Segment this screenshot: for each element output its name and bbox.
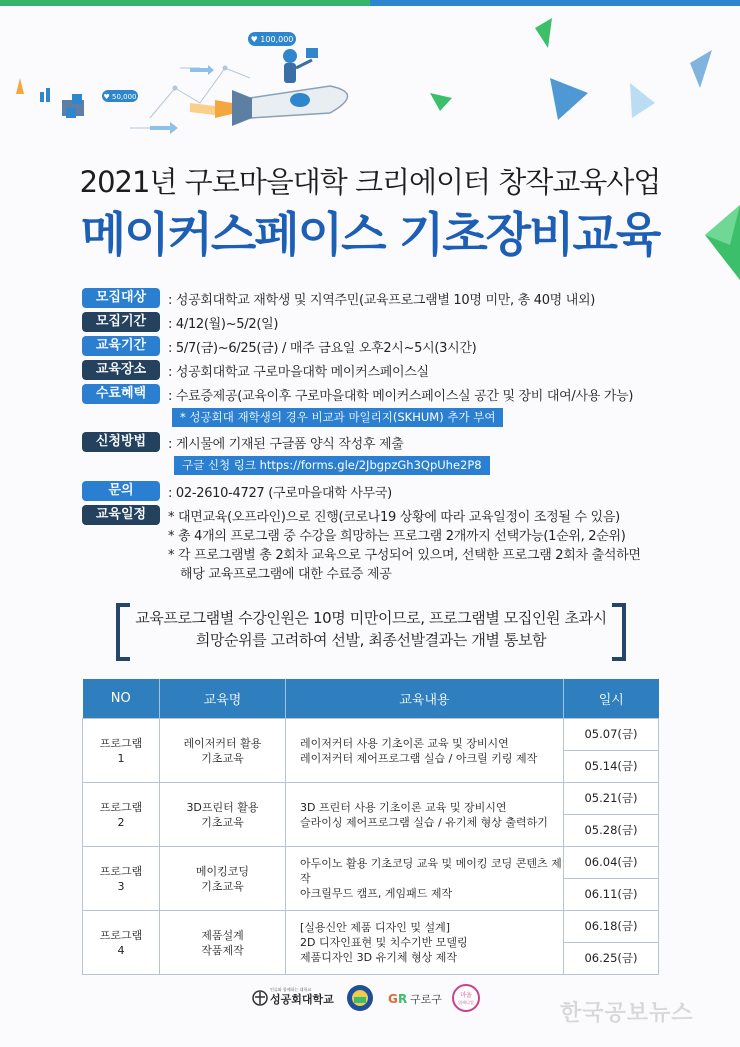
cell-date: 06.04(금): [564, 847, 659, 879]
cell-no: 프로그램 1: [83, 719, 160, 783]
benefit-note: * 성공회대 재학생의 경우 비교과 마일리지(SKHUM) 추가 부여: [172, 408, 503, 427]
cell-name: 제품설계 작품제작: [160, 911, 286, 975]
table-row: [83, 847, 659, 879]
schedule-note: * 대면교육(오프라인)으로 진행(코로나19 상황에 따라 교육일정이 조정될 수 있음): [168, 510, 620, 525]
label-contact: 문의: [82, 481, 160, 501]
cell-content: [실용신안 제품 디자인 및 설계] 2D 디자인표현 및 치수기반 모델링 제품디자인 3D 유기체 형상 제작: [286, 911, 564, 975]
label-apply: 신청방법: [82, 432, 160, 452]
blue-shard-icon: [690, 50, 712, 88]
cell-no: 프로그램 2: [83, 783, 160, 847]
emblem-logo: [347, 985, 373, 1011]
cell-content: 아두이노 활용 기초코딩 교육 및 메이킹 코딩 콘텐츠 제작 아크릴무드 캠프, 게임패드 제작: [286, 847, 564, 911]
small-green-triangle-icon: [430, 93, 452, 111]
schedule-table: [82, 679, 659, 975]
svg-text:구로구: 구로구: [410, 993, 442, 1006]
cell-name: 3D프린터 활용 기초교육: [160, 783, 286, 847]
cell-content: 3D 프린터 사용 기초이론 교육 및 장비시연 슬라이싱 제어프로그램 실습 / 유기체 형상 출력하기: [286, 783, 564, 847]
header-no: NO: [83, 679, 160, 719]
value-contact: : 02-2610-4727 (구로마을대학 사무국): [168, 486, 392, 501]
like-bubble-small: [102, 90, 138, 102]
schedule-note: * 총 4개의 프로그램 중 수강을 희망하는 프로그램 2개까지 선택가능(1순위, 2순위): [168, 529, 626, 544]
table-row: [83, 911, 659, 943]
header-name: 교육명: [160, 679, 286, 719]
bracket-right: [612, 603, 626, 661]
blue-triangle-icon: [550, 78, 588, 120]
pencil-icon: [16, 78, 24, 94]
value-period: : 4/12(월)~5/2(일): [168, 317, 279, 332]
cell-date: 06.18(금): [564, 911, 659, 943]
cell-name: 레이저커터 활용 기초교육: [160, 719, 286, 783]
cell-no: 프로그램 3: [83, 847, 160, 911]
green-crystal-icon: [535, 18, 552, 48]
like-bubble-large: [248, 32, 296, 46]
value-apply: : 게시물에 기재된 구글폼 양식 작성후 제출: [168, 437, 404, 452]
cell-date: 06.11(금): [564, 879, 659, 911]
svg-text:♥ 100,000: ♥ 100,000: [250, 35, 294, 44]
value-benefit: : 수료증제공(교육이후 구로마을대학 메이커스페이스실 공간 및 장비 대여/사용 가능): [168, 389, 634, 404]
maeul-logo: [453, 985, 479, 1011]
header-content: 교육내용: [286, 679, 564, 719]
header-date: 일시: [564, 679, 659, 719]
svg-text:마을: 마을: [460, 992, 472, 999]
svg-text:G: G: [388, 992, 398, 1006]
cell-name: 메이킹코딩 기초교육: [160, 847, 286, 911]
label-benefit: 수료혜택: [82, 384, 160, 404]
svg-text:밀레니얼: 밀레니얼: [458, 1000, 474, 1005]
notice-line2: 희망순위를 고려하여 선발, 최종선발결과는 개별 통보함: [195, 631, 547, 649]
svg-text:인류와 함께하는 대학교: 인류와 함께하는 대학교: [270, 987, 312, 992]
notice-line1: 교육프로그램별 수강인원은 10명 미만이므로, 프로그램별 모집인원 초과시: [135, 609, 607, 627]
apply-link[interactable]: 구글 신청 링크 https://forms.gle/2JbgpzGh3QpUhe2P8: [174, 456, 490, 475]
light-triangle-icon: [630, 83, 655, 118]
value-edu-period: : 5/7(금)~6/25(금) / 매주 금요일 오후2시~5시(3시간): [168, 341, 477, 356]
title-line2: 메이커스페이스 기초장비교육: [80, 208, 660, 263]
svg-text:R: R: [398, 992, 408, 1006]
sponsor-logos: [250, 980, 490, 1016]
title-line1: 2021년 구로마을대학 크리에이터 창작교육사업: [79, 165, 661, 199]
cell-date: 06.25(금): [564, 943, 659, 975]
cell-no: 프로그램 4: [83, 911, 160, 975]
bar-chart-icon: [40, 88, 84, 116]
cell-date: 05.07(금): [564, 719, 659, 751]
label-period: 모집기간: [82, 312, 160, 332]
bracket-left: [116, 603, 130, 661]
guro-logo: [388, 992, 442, 1006]
cell-date: 05.28(금): [564, 815, 659, 847]
cell-date: 05.14(금): [564, 751, 659, 783]
arrow-icons: [150, 65, 214, 134]
rocket-icon: [190, 86, 348, 126]
value-target: : 성공회대학교 재학생 및 지역주민(교육프로그램별 10명 미만, 총 40명 내외): [168, 293, 596, 308]
schedule-note: 해당 교육프로그램에 대한 수료증 제공: [180, 567, 392, 582]
value-place: : 성공회대학교 구로마을대학 메이커스페이스실: [168, 365, 429, 380]
table-row: [83, 719, 659, 751]
cell-content: 레이저커터 사용 기초이론 교육 및 장비시연 레이저커터 제어프로그램 실습 / 아크릴 키링 제작: [286, 719, 564, 783]
schedule-note: * 각 프로그램별 총 2회차 교육으로 구성되어 있으며, 선택한 프로그램 2회차 출석하면: [168, 548, 641, 563]
label-place: 교육장소: [82, 360, 160, 380]
table-row: [83, 783, 659, 815]
notice-text: [130, 607, 612, 651]
label-target: 모집대상: [82, 288, 160, 308]
watermark: 한국공보뉴스: [560, 1001, 694, 1026]
skhu-logo: [253, 986, 334, 1006]
label-edu-period: 교육기간: [82, 336, 160, 356]
svg-text:♥ 50,000: ♥ 50,000: [103, 93, 137, 101]
svg-text:성공회대학교: 성공회대학교: [270, 993, 334, 1006]
label-schedule: 교육일정: [82, 505, 160, 525]
chip-icon: [66, 108, 76, 118]
table-header-row: [83, 679, 659, 719]
hero-illustration: [0, 8, 740, 153]
notice-box: [116, 603, 626, 655]
cell-date: 05.21(금): [564, 783, 659, 815]
person-icon: [283, 48, 318, 83]
top-color-bar: [0, 0, 740, 6]
